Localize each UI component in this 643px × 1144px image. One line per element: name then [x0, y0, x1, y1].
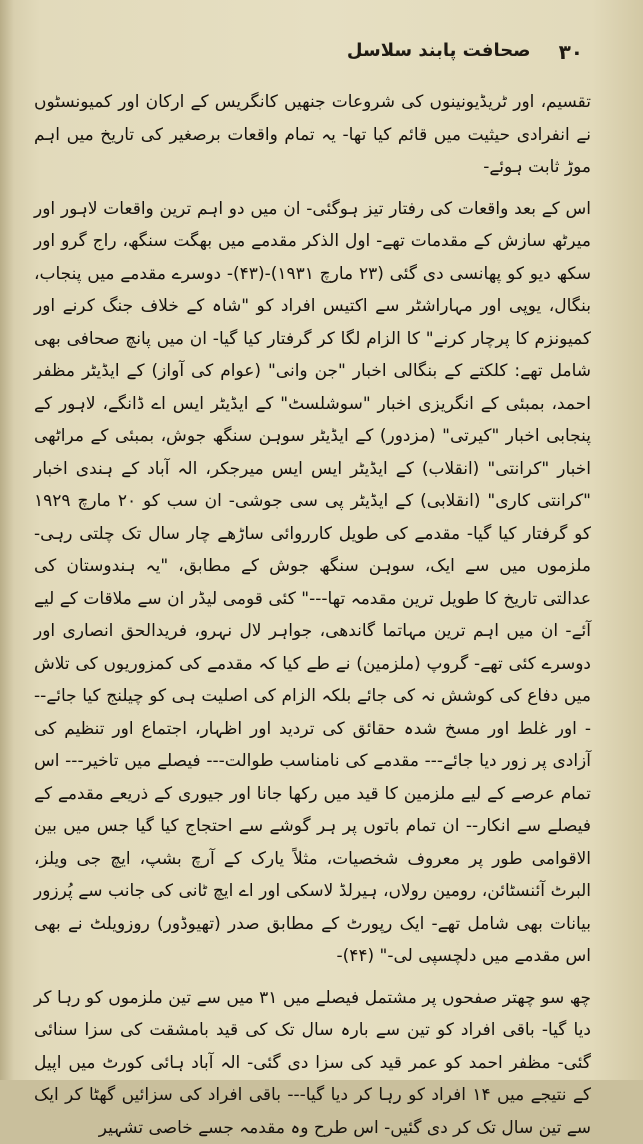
body-text — [34, 86, 591, 1062]
paragraph-2: اس کے بعد واقعات کی رفتار تیز ہوگئی- ان میں دو اہم ترین واقعات لاہور اور میرٹھ سازش کے مقدمات تھے- اول الذکر مقدمے میں بھگت سنگھ، راج گرو اور سکھ دیو کو پھانسی دی گئی (۲۳ مارچ ۱۹۳۱)-(۴۳)- دوسرے مقدمے میں پنجاب، بنگال، یوپی اور مہاراشٹر سے اکتیس افراد کو "شاہ کے خلاف جنگ کرنے اور کمیونزم کا پرچار کرنے" کا الزام لگا کر گرفتار کیا گیا- ان میں پانچ صحافی بھی شامل تھے: کلکتے کے بنگالی اخبار "جن وانی" (عوام کی آواز) کے ایڈیٹر مظفر احمد، بمبئی کے انگریزی اخبار "سوشلسٹ" کے ایڈیٹر ایس اے ڈانگے، لاہور کے پنجابی اخبار "کیرتی" (مزدور) کے ایڈیٹر سوہن سنگھ جوش، بمبئی کے مراٹھی اخبار "کرانتی" (انقلاب) کے ایڈیٹر ایس ایس میرجکر، الہ آباد کے ہندی اخبار "کرانتی کاری" (انقلابی) کے ایڈیٹر پی سی جوشی- ان سب کو ۲۰ مارچ ۱۹۲۹ کو گرفتار کیا گیا- مقدمے کی طویل کارروائی ساڑھے چار سال تک چلتی رہی- ملزموں میں سے ایک، سوہن سنگھ جوش کے مطابق، "یہ ہندوستان کی عدالتی تاریخ کا طویل ترین مقدمہ تھا---" کئی قومی لیڈر ان سے ملاقات کے لیے آئے- ان میں اہم ترین مہاتما گاندھی، جواہر لال نہرو، فریدالحق انصاری اور دوسرے کئی تھے- گروپ (ملزمین) نے طے کیا کہ مقدمے کی کمزوریوں کی تلاش میں دفاع کی کوشش نہ کی جائے بلکہ الزام کی اصلیت ہی کو چیلنج کیا جائے--- اور غلط اور مسخ شدہ حقائق کی تردید اور اظہار، اجتماع اور تنظیم کی آزادی پر زور دیا جائے--- مقدمے کی نامناسب طوالت--- فیصلے میں تاخیر--- اس تمام عرصے کے لیے ملزمین کا قید میں رکھا جانا اور جیوری کے ذریعے مقدمے کے فیصلے سے انکار-- ان تمام باتوں پر ہر گوشے سے احتجاج کیا گیا جس میں بین الاقوامی طور پر معروف شخصیات، مثلاً یارک کے آرچ بشپ، ایچ جی ویلز، البرٹ آئنسٹائن، رومین رولاں، ہیرلڈ لاسکی اور اے ایچ ٹانی کی جانب سے پُرزور بیانات بھی شامل تھے- ایک رپورٹ کے مطابق صدر (تھیوڈور) روزویلٹ نے بھی اس مقدمے میں دلچسپی لی-" (۴۴)- — [34, 193, 591, 973]
page-number: ۳۰ — [559, 40, 583, 64]
paragraph-1: تقسیم، اور ٹریڈیونینوں کی شروعات جنھیں کانگریس کے ارکان اور کمیونسٹوں نے انفرادی حیثیت میں قائم کیا تھا- یہ تمام واقعات برصغیر کی تاریخ میں اہم موڑ ثابت ہوئے- — [34, 86, 591, 184]
paragraph-3: چھ سو چھتر صفحوں پر مشتمل فیصلے میں ۳۱ میں سے تین ملزموں کو رہا کر دیا گیا- باقی افراد کو تین سے بارہ سال تک کی قید بامشقت کی سزا سنائی گئی- مظفر احمد کو عمر قید کی سزا دی گئی- الہ آباد ہائی کورٹ میں اپیل کے نتیجے میں ۱۴ افراد کو رہا کر دیا گیا--- باقی افراد کی سزائیں گھٹا کر ایک سے تین سال تک کر دی گئیں- اس طرح وہ مقدمہ جسے خاصی تشہیر — [34, 982, 591, 1144]
running-title: صحافت پابند سلاسل — [347, 40, 531, 61]
page-header — [20, 40, 583, 68]
